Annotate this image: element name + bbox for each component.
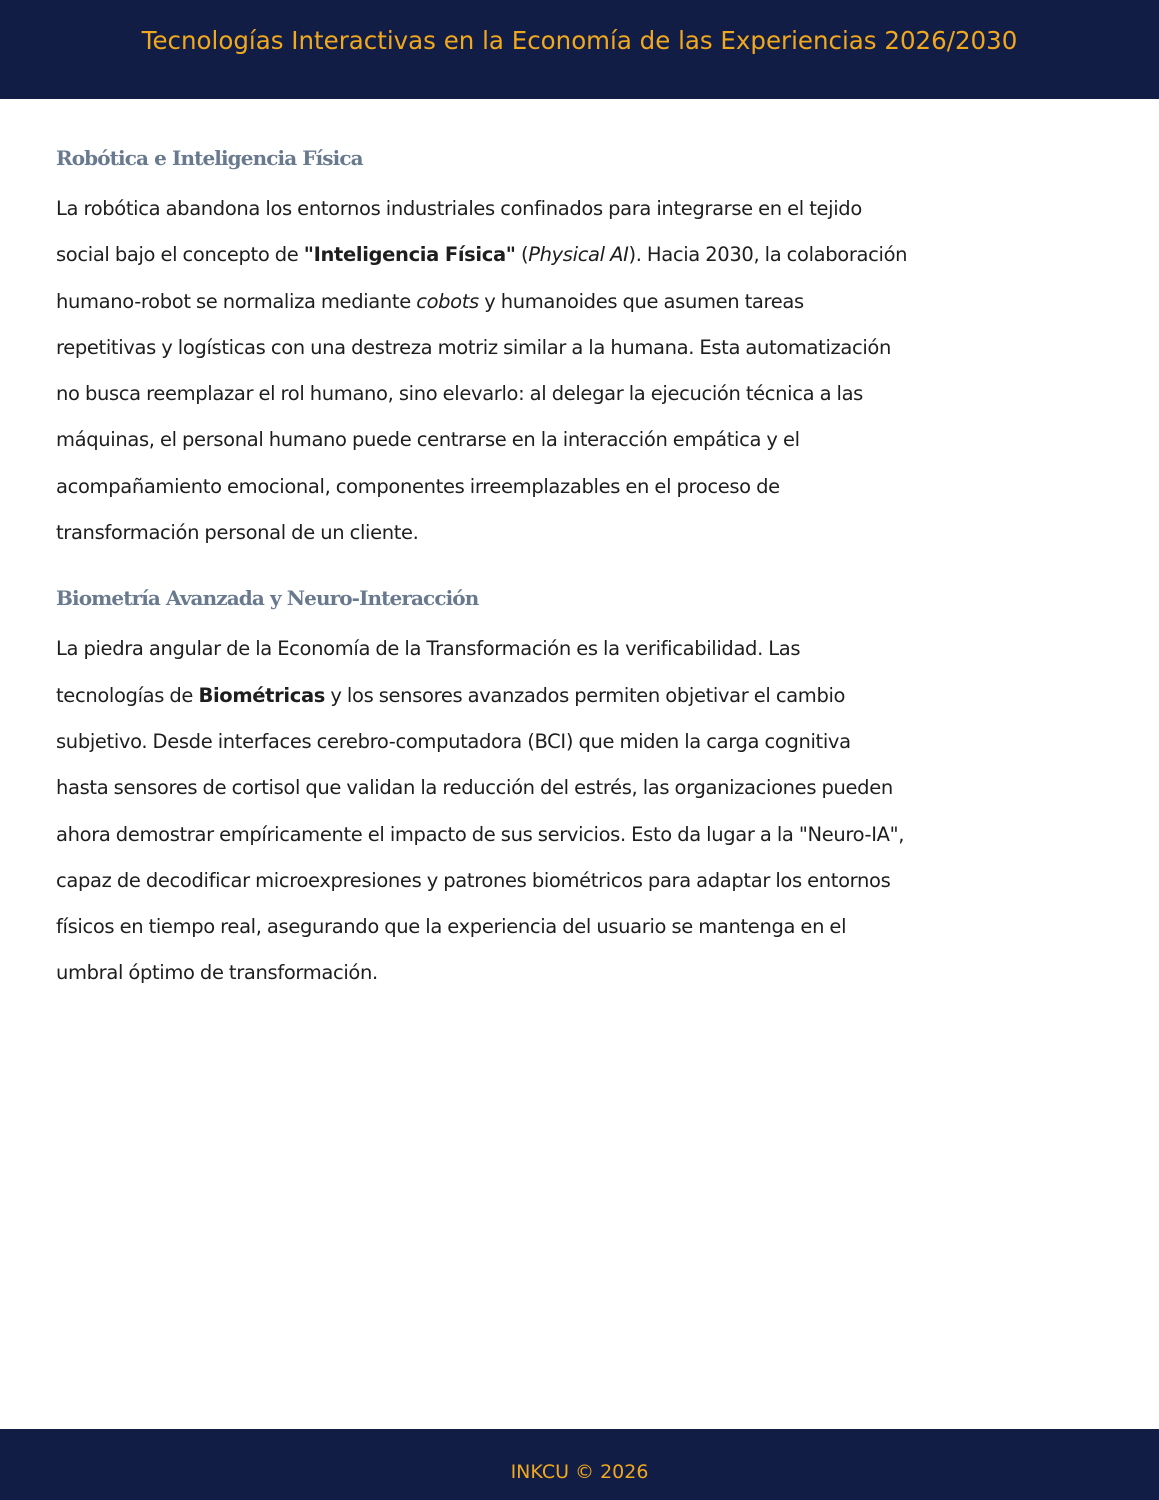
text-run: físicos en tiempo real, asegurando que la experiencia del usuario se mantenga en el bbox=[56, 915, 847, 939]
text-run: hasta sensores de cortisol que validan la reducción del estrés, las organizaciones pueden bbox=[56, 776, 893, 800]
paragraph-line bbox=[56, 464, 1106, 510]
section-biometria bbox=[56, 580, 1106, 996]
text-run: y los sensores avanzados permiten objetivar el cambio bbox=[325, 683, 846, 707]
bold-term: Biométricas bbox=[198, 683, 326, 707]
paragraph-line bbox=[56, 186, 1106, 232]
text-run: acompañamiento emocional, componentes irreemplazables en el proceso de bbox=[56, 474, 780, 498]
paragraph-line bbox=[56, 417, 1106, 463]
page-header bbox=[0, 0, 1159, 99]
paragraph-line bbox=[56, 904, 1106, 950]
paragraph-line bbox=[56, 719, 1106, 765]
text-run: transformación personal de un cliente. bbox=[56, 521, 419, 545]
paragraph-line bbox=[56, 510, 1106, 556]
paragraph-line bbox=[56, 765, 1106, 811]
section-heading: Robótica e Inteligencia Física bbox=[56, 146, 363, 170]
text-run: humano-robot se normaliza mediante bbox=[56, 289, 417, 313]
page-footer bbox=[0, 1429, 1159, 1500]
text-run: ). Hacia 2030, la colaboración bbox=[628, 243, 908, 267]
paragraph-line bbox=[56, 950, 1106, 996]
paragraph-line bbox=[56, 858, 1106, 904]
italic-term: Physical AI bbox=[528, 243, 629, 267]
paragraph-line bbox=[56, 325, 1106, 371]
text-run: capaz de decodificar microexpresiones y patrones biométricos para adaptar los entornos bbox=[56, 868, 891, 892]
main-content bbox=[56, 140, 1106, 997]
document-title: Tecnologías Interactivas en la Economía de las Experiencias 2026/2030 bbox=[141, 25, 1018, 55]
text-run: tecnologías de bbox=[56, 683, 199, 707]
text-run: ( bbox=[515, 243, 529, 267]
paragraph-line bbox=[56, 371, 1106, 417]
paragraph-line bbox=[56, 812, 1106, 858]
footer-copyright: INKCU © 2026 bbox=[510, 1460, 649, 1483]
paragraph-line bbox=[56, 279, 1106, 325]
section-paragraph bbox=[56, 186, 1106, 556]
section-paragraph bbox=[56, 626, 1106, 996]
paragraph-line bbox=[56, 673, 1106, 719]
text-run: umbral óptimo de transformación. bbox=[56, 961, 378, 985]
bold-term: "Inteligencia Física" bbox=[303, 243, 516, 267]
italic-term: cobots bbox=[416, 289, 479, 313]
section-robotica bbox=[56, 140, 1106, 556]
text-run: La piedra angular de la Economía de la Transformación es la verificabilidad. Las bbox=[56, 637, 801, 661]
text-run: social bajo el concepto de bbox=[56, 243, 304, 267]
text-run: La robótica abandona los entornos industriales confinados para integrarse en el tejido bbox=[56, 197, 862, 220]
text-run: máquinas, el personal humano puede centrarse en la interacción empática y el bbox=[56, 428, 800, 452]
section-heading: Biometría Avanzada y Neuro-Interacción bbox=[56, 586, 479, 611]
text-run: subjetivo. Desde interfaces cerebro-computadora (BCI) que miden la carga cognitiva bbox=[56, 729, 851, 753]
text-run: ahora demostrar empíricamente el impacto de sus servicios. Esto da lugar a la "Neuro-IA", bbox=[56, 822, 905, 846]
paragraph-line bbox=[56, 232, 1106, 278]
paragraph-line bbox=[56, 626, 1106, 672]
text-run: no busca reemplazar el rol humano, sino elevarlo: al delegar la ejecución técnica a las bbox=[56, 382, 863, 406]
text-run: y humanoides que asumen tareas bbox=[478, 289, 804, 313]
text-run: repetitivas y logísticas con una destreza motriz similar a la humana. Esta automatización bbox=[56, 335, 892, 359]
